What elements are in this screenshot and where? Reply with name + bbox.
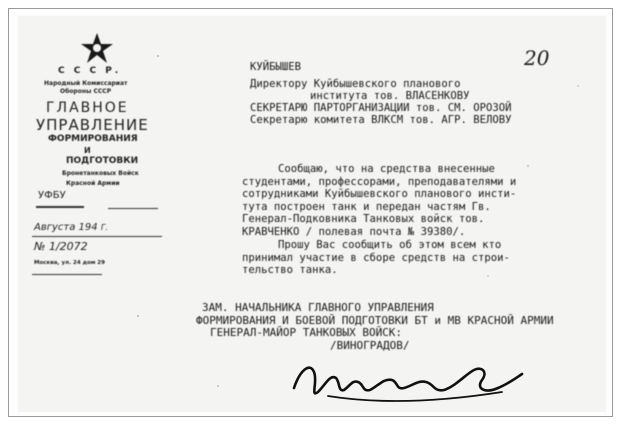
signature-title-line: ФОРМИРОВАНИЯ И БОЕВОЙ ПОДГОТОВКИ БТ и МВ КРАСНОЙ АРМИИ xyxy=(196,313,554,327)
paragraph-1-line: КРАВЧЕНКО / полевая почта № 39380/. xyxy=(242,225,466,238)
addressee-2: института тов. ВЛАСЕНКОВУ xyxy=(310,90,470,102)
outgoing-number: 1/2072 xyxy=(48,240,88,253)
letterhead-ussr: С С С Р. xyxy=(58,66,122,76)
addressee-4: Секретарю комитета ВЛКСМ тов. АГР. ВЕЛОВУ xyxy=(250,114,512,126)
paragraph-2-line: тельство танка. xyxy=(242,264,338,277)
letterhead-armored: Бронетанковых Войск xyxy=(62,170,139,177)
letterhead-i: И xyxy=(84,146,91,155)
paragraph-2-line: Прошу Вас сообщить об этом всем кто xyxy=(278,239,502,251)
letterhead-ufbu: УФБУ xyxy=(38,190,66,201)
signature-title-line: ЗАМ. НАЧАЛЬНИКА ГЛАВНОГО УПРАВЛЕНИЯ xyxy=(202,301,434,314)
paragraph-1-line: тута построен танк и передан частям Гв. xyxy=(242,200,491,213)
letterhead-defense: Обороны СССР xyxy=(60,88,112,95)
city: КУЙБЫШЕВ xyxy=(250,61,302,73)
signature-name: /ВИНОГРАДОВ/ xyxy=(330,338,410,352)
letterhead-address: Москва, ул. 24 дом 29 xyxy=(34,260,105,266)
letterhead-red-army: Красной Армии xyxy=(66,180,120,187)
addressee-1: Директору Куйбышевского планового xyxy=(250,78,461,90)
paragraph-2 xyxy=(242,239,510,277)
letterhead-podgotovki: ПОДГОТОВКИ xyxy=(66,156,139,166)
date-prefix: Августа 194 xyxy=(34,222,98,233)
paragraph-1 xyxy=(242,163,516,239)
paragraph-1-line: сотрудниками Куйбышевского планового инсти- xyxy=(242,188,517,201)
letterhead-formirovaniya: ФОРМИРОВАНИЯ xyxy=(48,134,138,144)
signature-title-line: ГЕНЕРАЛ-МАЙОР ТАНКОВЫХ ВОЙСК: xyxy=(210,326,403,339)
letterhead-commissariat: Народный Комиссариат xyxy=(44,80,128,87)
letterhead-upravlenie: УПРАВЛЕНИЕ xyxy=(36,116,149,134)
page-number: 20 xyxy=(524,46,550,70)
document-scan xyxy=(18,16,606,412)
star-emblem-icon xyxy=(80,32,114,64)
letterhead-number xyxy=(34,240,88,253)
paragraph-1-line: Сообщаю, что на средства внесенные xyxy=(278,163,495,175)
signature-block xyxy=(196,302,554,352)
paragraph-1-line: студентами, профессорами, преподавателями и xyxy=(242,175,517,188)
paragraph-1-line: Генерал-Подковника Танковых войск тов. xyxy=(242,213,485,226)
number-prefix: № xyxy=(34,240,46,253)
date-suffix: Г. xyxy=(100,223,108,232)
paragraph-2-line: принимал участие в сборе средств на строи- xyxy=(242,251,510,264)
handwritten-signature xyxy=(288,348,528,408)
letterhead-date xyxy=(34,222,108,233)
letterhead-glavnoe: ГЛАВНОЕ xyxy=(46,100,129,116)
addressee-3: СЕКРЕТАРЮ ПАРТОРГАНИЗАЦИИ тов. СМ. ОРОЗОЙ xyxy=(250,102,512,114)
